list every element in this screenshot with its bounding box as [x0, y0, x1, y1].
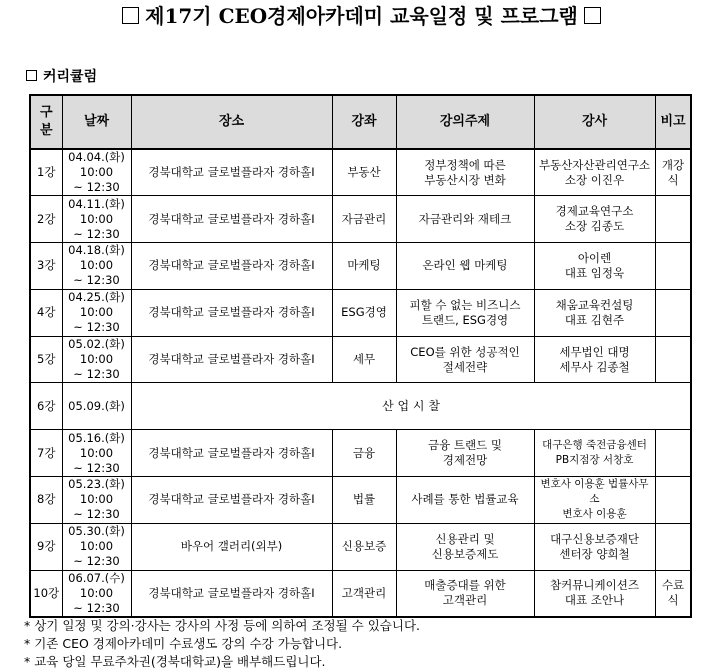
row-place: 경북대학교 글로벌플라자 경하홀Ⅰ	[131, 149, 332, 196]
row-course: 신용보증	[332, 523, 396, 570]
row-place: 바우어 갤러리(외부)	[131, 523, 332, 570]
row-lecturer: 경제교육연구소 소장 김종도	[534, 196, 655, 243]
footnote: * 기존 CEO 경제아카데미 수료생도 강의 수강 가능합니다.	[24, 636, 343, 651]
row-course: 법률	[332, 477, 396, 524]
row-lecturer: 참커뮤니케이션즈 대표 조안나	[534, 570, 655, 617]
row-date: 04.11.(화) 10:00 ~ 12:30	[62, 196, 131, 243]
row-note: 수료식	[655, 570, 691, 617]
row-lecturer: 대구신용보증재단 센터장 양희철	[534, 523, 655, 570]
row-place: 경북대학교 글로벌플라자 경하홀Ⅰ	[131, 430, 332, 477]
row-place: 경북대학교 글로벌플라자 경하홀Ⅰ	[131, 570, 332, 617]
checkbox-square-icon	[584, 7, 601, 24]
row-course: 자금관리	[332, 196, 396, 243]
row-number: 2강	[30, 196, 62, 243]
checkbox-square-icon	[122, 7, 139, 24]
page-title-text: 제17기 CEO경제아카데미 교육일정 및 프로그램	[145, 4, 578, 28]
row-course: 금융	[332, 430, 396, 477]
table-row	[30, 289, 691, 336]
row-topic: 사례를 통한 법률교육	[396, 477, 534, 524]
row-course: 부동산	[332, 149, 396, 196]
row-lecturer: 아이렌 대표 임정욱	[534, 243, 655, 290]
header-note: 비고	[655, 95, 691, 149]
row-course: 고객관리	[332, 570, 396, 617]
header-place: 장소	[131, 95, 332, 149]
row-number: 6강	[30, 383, 62, 430]
row-topic: 매출증대를 위한 고객관리	[396, 570, 534, 617]
table-row	[30, 523, 691, 570]
table-row	[30, 383, 691, 430]
row-note	[655, 336, 691, 383]
row-topic: 금융 트랜드 및 경제전망	[396, 430, 534, 477]
row-merged-event: 산 업 시 찰	[131, 383, 691, 430]
table-row	[30, 570, 691, 617]
row-number: 4강	[30, 289, 62, 336]
row-topic: 피할 수 없는 비즈니스 트랜드, ESG경영	[396, 289, 534, 336]
row-lecturer: 세무법인 대명 세무사 김종철	[534, 336, 655, 383]
table-header-row	[30, 95, 691, 149]
header-topic: 강의주제	[396, 95, 534, 149]
row-lecturer: 부동산자산관리연구소 소장 이진우	[534, 149, 655, 196]
row-lecturer: 채움교육컨설팅 대표 김현주	[534, 289, 655, 336]
row-course: ESG경영	[332, 289, 396, 336]
row-number: 10강	[30, 570, 62, 617]
row-number: 7강	[30, 430, 62, 477]
row-note	[655, 430, 691, 477]
row-number: 5강	[30, 336, 62, 383]
row-place: 경북대학교 글로벌플라자 경하홀Ⅰ	[131, 243, 332, 290]
row-note	[655, 523, 691, 570]
page-title	[0, 2, 723, 30]
row-number: 8강	[30, 477, 62, 524]
row-note: 개강식	[655, 149, 691, 196]
table-row	[30, 149, 691, 196]
row-topic: CEO를 위한 성공적인 절세전략	[396, 336, 534, 383]
row-date: 05.02.(화) 10:00 ~ 12:30	[62, 336, 131, 383]
table-row	[30, 430, 691, 477]
header-no: 구분	[30, 95, 62, 149]
row-date: 05.30.(화) 10:00 ~ 12:30	[62, 523, 131, 570]
row-course: 마케팅	[332, 243, 396, 290]
row-number: 1강	[30, 149, 62, 196]
table-row	[30, 243, 691, 290]
row-place: 경북대학교 글로벌플라자 경하홀Ⅰ	[131, 289, 332, 336]
section-title: 커리큘럼	[43, 69, 98, 85]
row-place: 경북대학교 글로벌플라자 경하홀Ⅰ	[131, 336, 332, 383]
row-place: 경북대학교 글로벌플라자 경하홀Ⅰ	[131, 196, 332, 243]
section-heading	[26, 67, 97, 87]
curriculum-table	[29, 94, 692, 618]
row-topic: 신용관리 및 신용보증제도	[396, 523, 534, 570]
row-date: 06.07.(수) 10:00 ~ 12:30	[62, 570, 131, 617]
row-number: 9강	[30, 523, 62, 570]
row-topic: 정부정책에 따른 부동산시장 변화	[396, 149, 534, 196]
row-note	[655, 289, 691, 336]
row-date: 05.23.(화) 10:00 ~ 12:30	[62, 477, 131, 524]
row-course: 세무	[332, 336, 396, 383]
table-row	[30, 336, 691, 383]
row-place: 경북대학교 글로벌플라자 경하홀Ⅰ	[131, 477, 332, 524]
table-row	[30, 477, 691, 524]
square-bullet-icon	[26, 70, 37, 81]
row-lecturer: 대구은행 죽전금융센터 PB지점장 서창호	[534, 430, 655, 477]
row-note	[655, 196, 691, 243]
row-date: 05.09.(화)	[62, 383, 131, 430]
row-lecturer: 변호사 이용훈 법률사무소 변호사 이용훈	[534, 477, 655, 524]
footnotes	[24, 617, 420, 671]
row-note	[655, 243, 691, 290]
row-date: 04.18.(화) 10:00 ~ 12:30	[62, 243, 131, 290]
header-course: 강좌	[332, 95, 396, 149]
table-row	[30, 196, 691, 243]
row-note	[655, 477, 691, 524]
row-topic: 온라인 웹 마케팅	[396, 243, 534, 290]
row-topic: 자금관리와 재테크	[396, 196, 534, 243]
header-lecturer: 강사	[534, 95, 655, 149]
row-date: 05.16.(화) 10:00 ~ 12:30	[62, 430, 131, 477]
header-date: 날짜	[62, 95, 131, 149]
footnote: * 교육 당일 무료주차권(경북대학교)을 배부해드립니다.	[24, 654, 326, 669]
row-date: 04.04.(화) 10:00 ~ 12:30	[62, 149, 131, 196]
row-number: 3강	[30, 243, 62, 290]
footnote: * 상기 일정 및 강의·강사는 강사의 사정 등에 의하여 조정될 수 있습니다.	[24, 618, 421, 633]
row-date: 04.25.(화) 10:00 ~ 12:30	[62, 289, 131, 336]
